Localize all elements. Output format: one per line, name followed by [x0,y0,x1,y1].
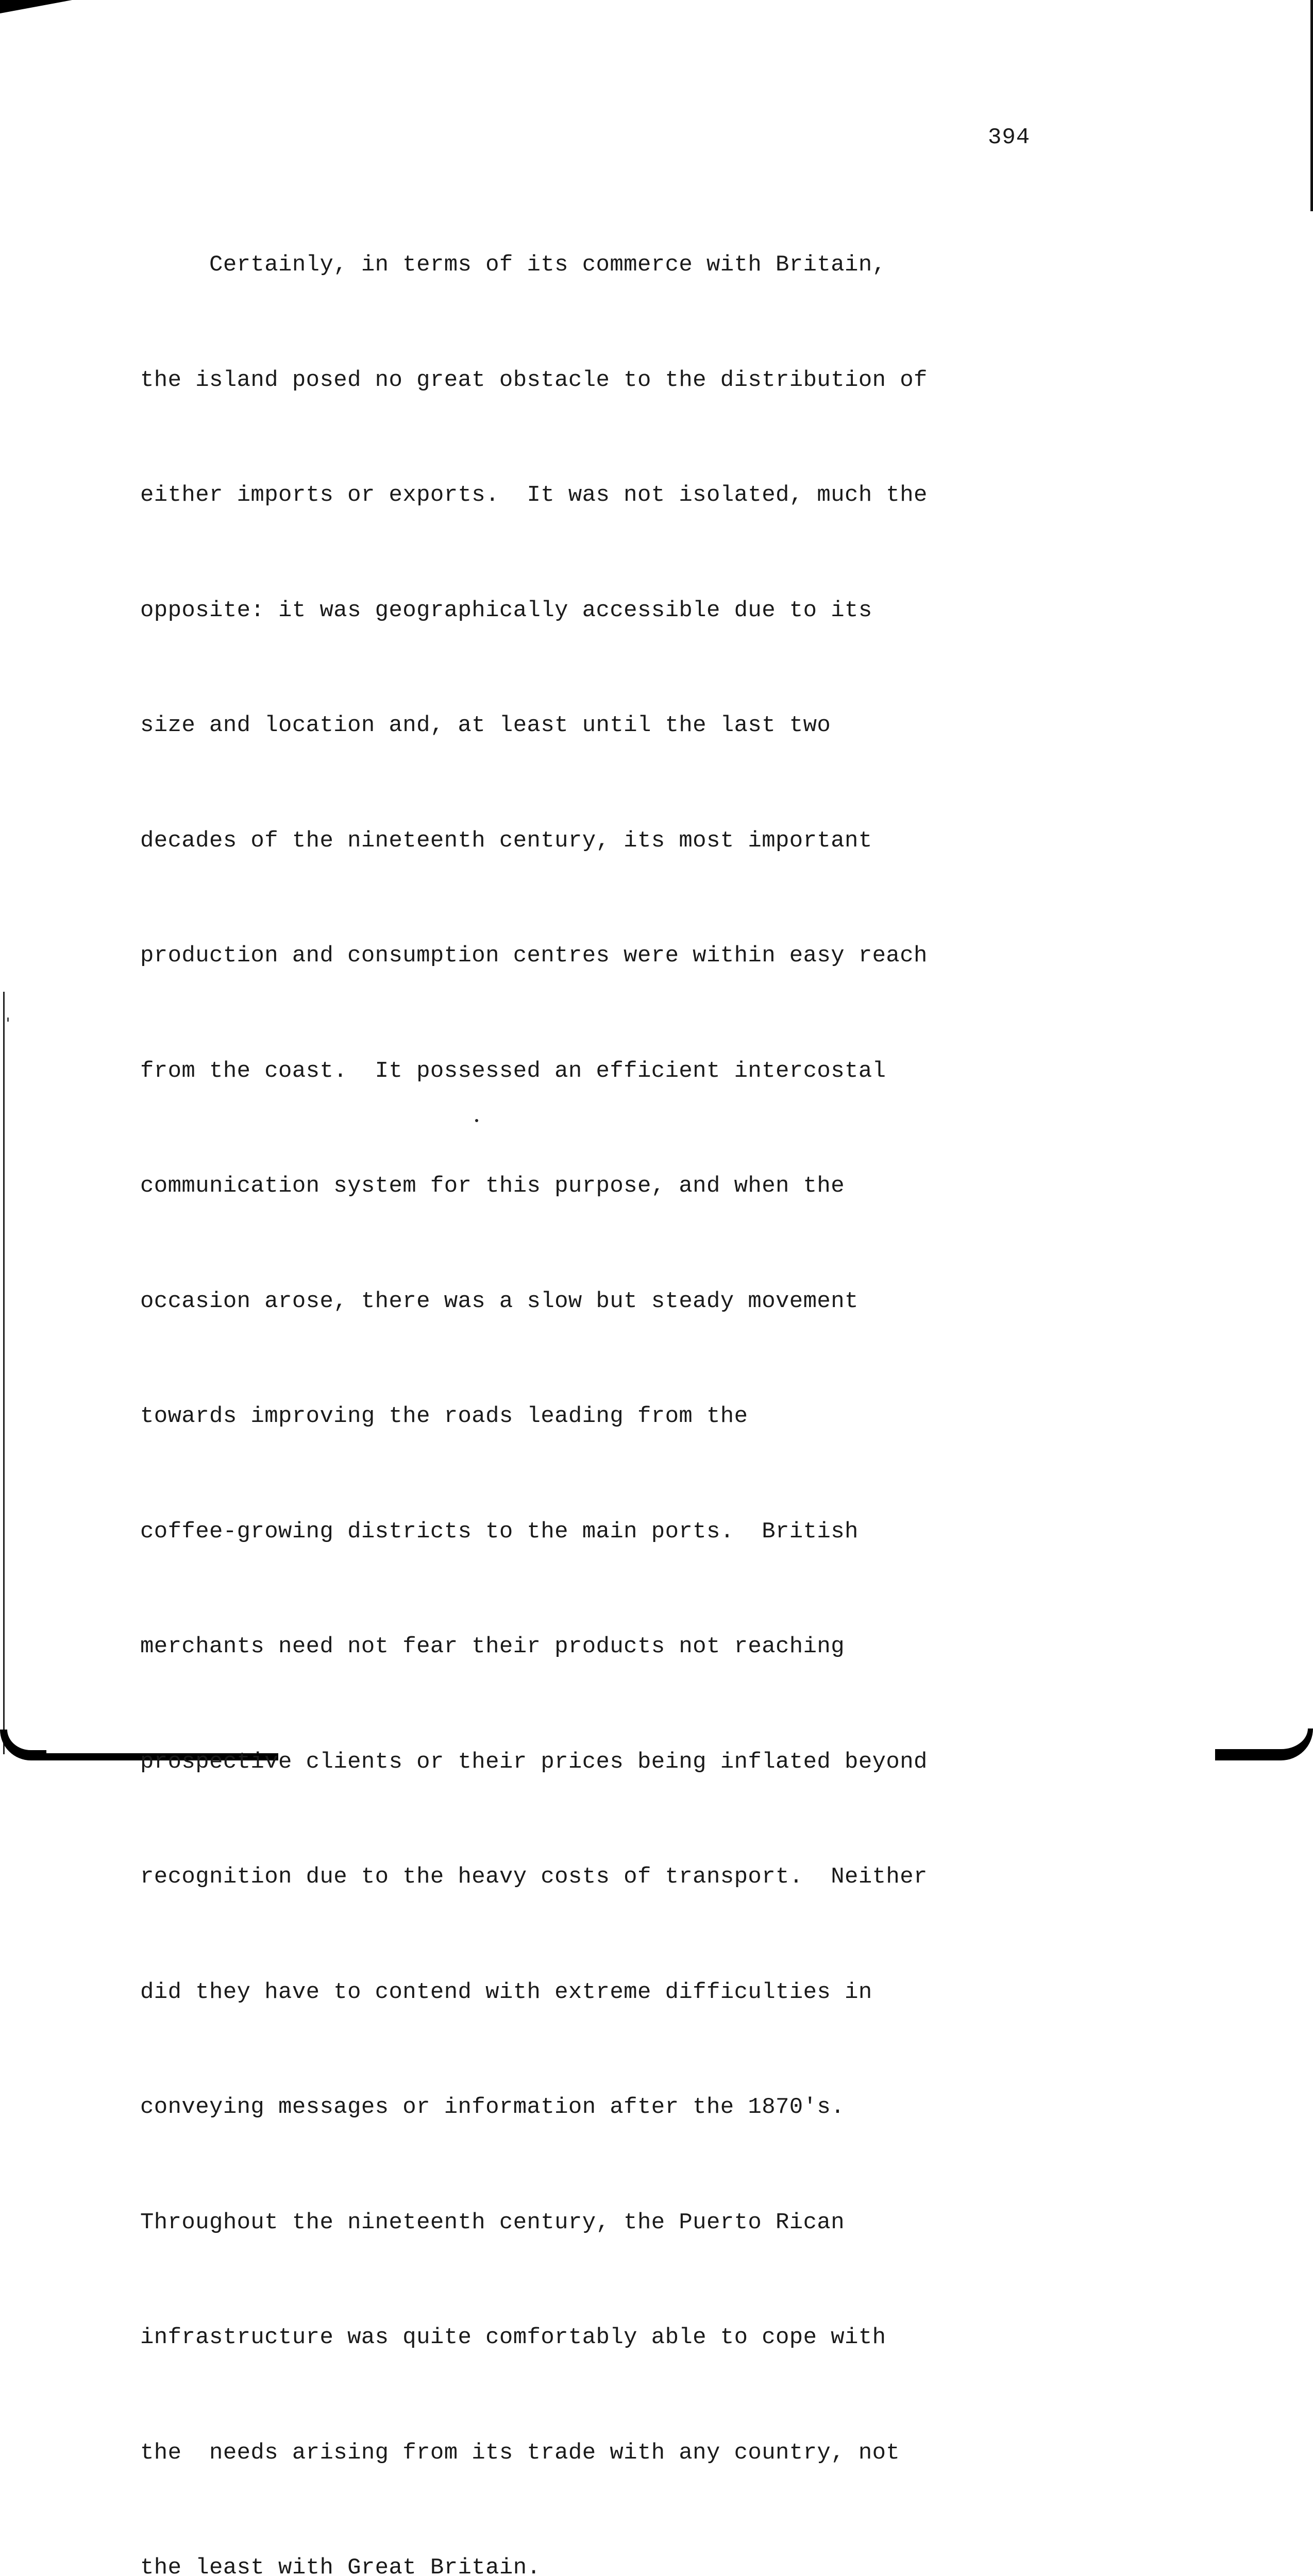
text-line: opposite: it was geographically accessible due to its [140,597,872,623]
scan-speck [7,1018,9,1022]
text-line: recognition due to the heavy costs of transport. Neither [140,1864,928,1890]
text-line: prospective clients or their prices being inflated beyond [140,1749,928,1775]
text-line: the island posed no great obstacle to the distribution of [140,367,928,393]
text-line: merchants need not fear their products not reaching [140,1634,845,1659]
text-line: infrastructure was quite comfortably able to cope with [140,2325,886,2350]
text-line: communication system for this purpose, and when the [140,1173,845,1199]
text-line: towards improving the roads leading from the [140,1403,748,1429]
text-line: decades of the nineteenth century, its most important [140,827,872,854]
scan-edge-right [1310,0,1313,211]
scan-corner-mark [0,0,72,13]
scan-corner-bottom-right [1215,1728,1313,1760]
text-line: either imports or exports. It was not isolated, much the [140,482,928,508]
text-line: did they have to contend with extreme difficulties in [140,1979,872,2005]
text-line: occasion arose, there was a slow but steady movement [140,1288,858,1314]
text-line: Throughout the nineteenth century, the Puerto Rican [140,2209,845,2235]
text-line: production and consumption centres were within easy reach [140,943,928,969]
text-line: Certainly, in terms of its commerce with Britain, [140,252,886,278]
body-paragraph [140,169,1047,2576]
scan-edge-left [3,992,5,1754]
text-line: from the coast. It possessed an efficient intercostal [140,1058,886,1084]
text-line: size and location and, at least until the last two [140,713,831,738]
page-number: 394 [988,125,1031,150]
text-line: the needs arising from its trade with any country, not [140,2439,900,2466]
text-line: the least with Great Britain. [140,2555,541,2576]
scan-corner-bottom-left [0,1730,46,1760]
text-line: conveying messages or information after the 1870's. [140,2094,845,2120]
text-line: coffee-growing districts to the main ports. British [140,1518,858,1545]
